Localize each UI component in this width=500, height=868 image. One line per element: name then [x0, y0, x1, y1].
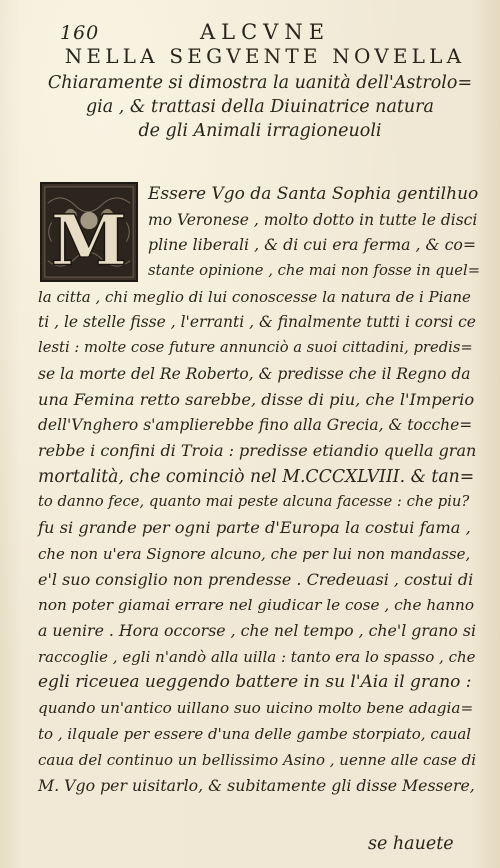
- text-line: e'l suo consiglio non prendesse . Credeuasi , costui di: [38, 570, 474, 589]
- text-line: rebbe i confini di Troia : predisse etiandio quella gran: [38, 441, 477, 460]
- subheading-line: Chiaramente si dimostra la uanità dell'Astrolo=: [47, 73, 473, 93]
- text-line: Essere Vgo da Santa Sophia gentilhuo: [148, 184, 479, 204]
- ornament-icon: [42, 184, 136, 280]
- subheading-line: gia , & trattasi della Diuinatrice natura: [85, 97, 434, 117]
- text-line: non poter giamai errare nel giudicar le cose , che hanno: [38, 596, 475, 614]
- text-line: egli riceuea ueggendo battere in su l'Aia il grano :: [38, 672, 472, 692]
- page-number: 160: [60, 22, 100, 44]
- text-line: che non u'era Signore alcuno, che per lui non mandasse,: [38, 545, 471, 563]
- text-line: ti , le stelle fisse , l'erranti , & finalmente tutti i corsi ce: [38, 313, 476, 331]
- svg-text:M: M: [50, 200, 128, 280]
- text-line: pline liberali , & di cui era ferma , & co=: [148, 235, 477, 254]
- text-line: quando un'antico uillano suo uicino molto bene adagia=: [38, 699, 474, 717]
- text-line: M. Vgo per uisitarlo, & subitamente gli disse Messere,: [38, 776, 475, 795]
- text-line: to danno fece, quanto mai peste alcuna facesse : che piu?: [38, 493, 470, 510]
- text-line: raccoglie , egli n'andò alla uilla : tanto era lo spasso , che: [38, 648, 476, 666]
- text-line: stante opinione , che mai non fosse in quel=: [148, 262, 481, 279]
- text-line: se la morte del Re Roberto, & predisse che il Regno da: [38, 365, 471, 383]
- text-line: la citta , chi meglio di lui conoscesse la natura de i Piane: [38, 288, 471, 306]
- decorated-initial-m: [40, 182, 138, 282]
- story-heading: NELLA SEGVENTE NOVELLA: [64, 44, 466, 68]
- running-head: [60, 20, 470, 44]
- running-title: ALCVNE: [200, 20, 331, 44]
- catchword: se hauete: [368, 834, 454, 854]
- text-line: caua del continuo un bellissimo Asino , uenne alle case di: [38, 751, 477, 769]
- text-line: a uenire . Hora occorse , che nel tempo , che'l grano si: [38, 621, 476, 640]
- text-line: dell'Vnghero s'amplierebbe fino alla Grecia, & tocche=: [38, 416, 473, 434]
- text-line: fu si grande per ogni parte d'Europa la costui fama ,: [38, 518, 471, 537]
- text-line: lesti : molte cose future annunciò a suoi cittadini, predis=: [38, 339, 473, 356]
- text-line: una Femina retto sarebbe, disse di piu, che l'Imperio: [38, 390, 475, 409]
- subheading-line: de gli Animali irragioneuoli: [138, 121, 382, 141]
- text-line: mortalità, che cominciò nel M.CCCXLVIII. & tan=: [38, 467, 475, 487]
- text-line: to , ilquale per essere d'una delle gambe storpiato, caual: [38, 725, 472, 743]
- text-line: mo Veronese , molto dotto in tutte le disci: [148, 211, 478, 229]
